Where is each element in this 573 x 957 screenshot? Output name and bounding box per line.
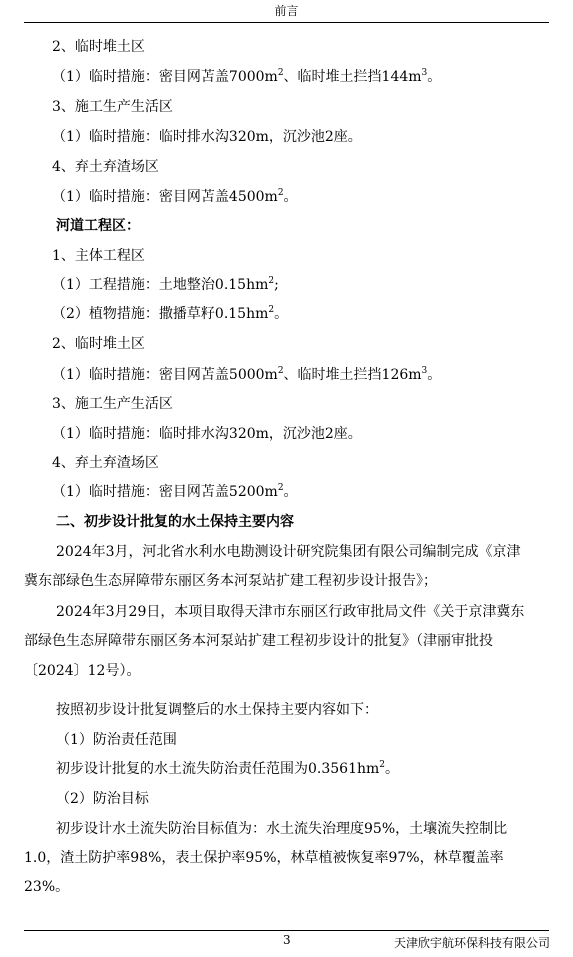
- measure-line: （1）工程措施：土地整治$0.15hm^2$;: [52, 276, 279, 293]
- measure-line: （1）临时措施：密目网苫盖$7000m^2$、临时堆土拦挡$144m^3$。: [52, 68, 442, 85]
- section-heading: 2、临时堆土区: [52, 39, 145, 55]
- paragraph-line: 2024年3月，河北省水利水电勘测设计研究院集团有限公司编制完成《京津: [56, 544, 521, 560]
- page-header: 前言: [274, 4, 299, 18]
- measure-line: （1）临时措施：密目网苫盖$5200m^2$。: [52, 483, 298, 500]
- paragraph-line: 部绿色生态屏障带东丽区务本河泵站扩建工程初步设计的批复》（津丽审批投: [24, 633, 493, 649]
- header-divider: [24, 22, 549, 23]
- footer-divider: [24, 930, 549, 931]
- section-heading: （1）防治责任范围: [56, 732, 177, 748]
- measure-line: （1）临时措施：密目网苫盖$5000m^2$、临时堆土拦挡$126m^3$。: [52, 366, 442, 383]
- paragraph-line: 1.0，渣土防护率98%，表土保护率95%，林草植被恢复率97%，林草覆盖率: [24, 850, 504, 866]
- paragraph-line: 〔2024〕12号）。: [24, 663, 141, 679]
- section-heading: 4、弃土弃渣场区: [52, 159, 159, 175]
- paragraph-line: 2024年3月29日，本项目取得天津市东丽区行政审批局文件《关于京津冀东: [56, 604, 525, 620]
- chapter-heading: 二、初步设计批复的水土保持主要内容: [56, 514, 294, 530]
- section-heading: （2）防治目标: [56, 791, 149, 807]
- paragraph-line: 冀东部绿色生态屏障带东丽区务本河泵站扩建工程初步设计报告》；: [24, 573, 437, 589]
- section-heading: 3、施工生产生活区: [52, 99, 173, 115]
- paragraph-line: 初步设计水土流失防治目标值为：水土流失治理度95%，土壤流失控制比: [56, 821, 508, 837]
- paragraph-line: 按照初步设计批复调整后的水土保持主要内容如下：: [56, 702, 378, 718]
- paragraph-line: 初步设计批复的水土流失防治责任范围为$0.3561hm^2$。: [56, 760, 400, 777]
- zone-heading: 河道工程区：: [56, 218, 140, 234]
- page-number: 3: [283, 933, 291, 947]
- section-heading: 3、施工生产生活区: [52, 396, 173, 412]
- section-heading: 4、弃土弃渣场区: [52, 455, 159, 471]
- company-name: 天津欣宇航环保科技有限公司: [393, 936, 550, 950]
- measure-line: （1）临时措施：密目网苫盖$4500m^2$。: [52, 188, 298, 205]
- measure-line: （2）植物措施：撒播草籽$0.15hm^2$。: [52, 305, 289, 322]
- section-heading: 1、主体工程区: [52, 248, 145, 264]
- measure-line: （1）临时措施：临时排水沟320m，沉沙池2座。: [52, 129, 362, 145]
- measure-line: （1）临时措施：临时排水沟320m，沉沙池2座。: [52, 426, 362, 442]
- paragraph-line: 23%。: [24, 879, 70, 895]
- section-heading: 2、临时堆土区: [52, 336, 145, 352]
